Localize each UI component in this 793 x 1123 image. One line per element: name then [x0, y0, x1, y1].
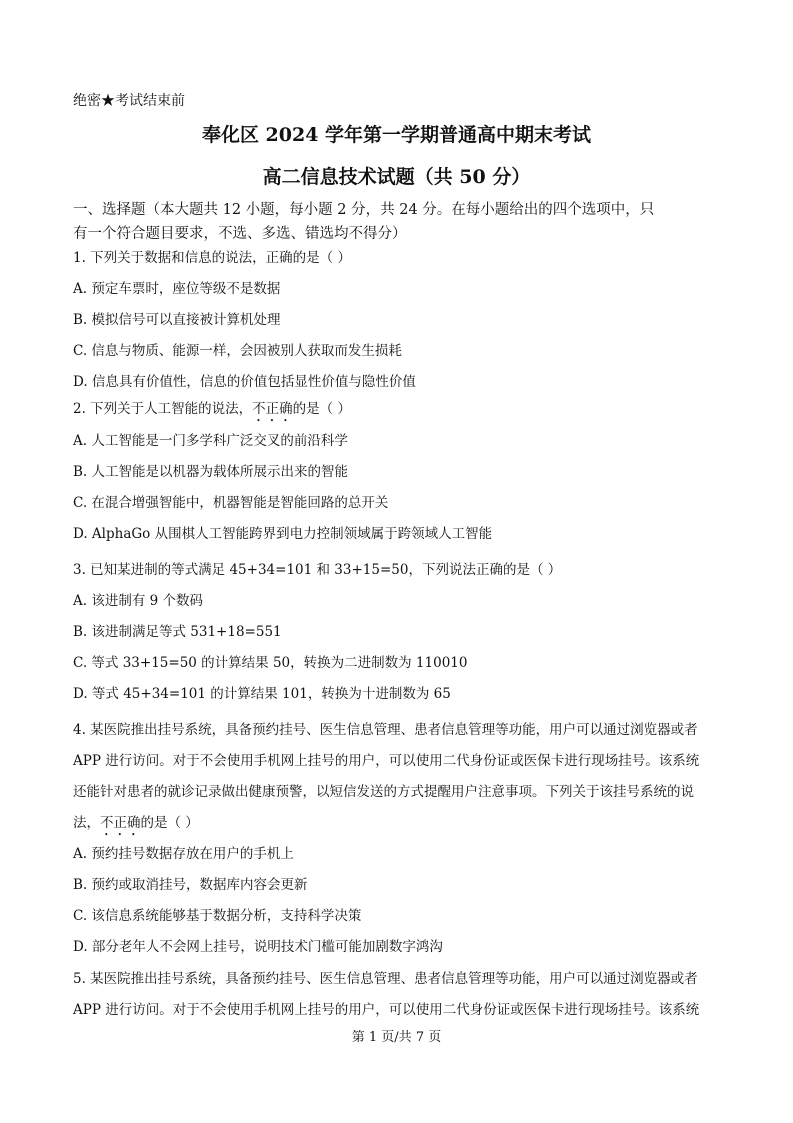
option-c: C. 该信息系统能够基于数据分析，支持科学决策: [73, 908, 362, 924]
option-a: A. 人工智能是一门多学科广泛交叉的前沿科学: [73, 433, 348, 449]
page-number: 第 1 页/共 7 页: [351, 1030, 442, 1045]
question-stem-line: APP 进行访问。对于不会使用手机网上挂号的用户，可以使用二代身份证或医保卡进行现场挂号。该系统: [73, 1002, 700, 1018]
confidential-mark: 绝密★考试结束前: [73, 93, 185, 109]
question-stem: 2. 下列关于人工智能的说法，不正确的是（ ）: [73, 401, 351, 417]
exam-subtitle: 高二信息技术试题（共 50 分）: [262, 166, 531, 188]
option-a: A. 预约挂号数据存放在用户的手机上: [73, 846, 294, 862]
option-b: B. 预约或取消挂号，数据库内容会更新: [73, 877, 308, 893]
question-stem: 3. 已知某进制的等式满足 45+34=101 和 33+15=50，下列说法正确的是（ ）: [73, 562, 562, 578]
emphasis-text: 不正确: [252, 401, 293, 417]
question-stem-line: 5. 某医院推出挂号系统，具备预约挂号、医生信息管理、患者信息管理等功能，用户可以通过浏览器或者: [73, 971, 698, 987]
exam-title: 奉化区 2024 学年第一学期普通高中期末考试: [201, 124, 592, 146]
option-c: C. 在混合增强智能中，机器智能是智能回路的总开关: [73, 495, 389, 511]
option-b: B. 人工智能是以机器为载体所展示出来的智能: [73, 464, 349, 480]
question-stem: 1. 下列关于数据和信息的说法，正确的是（ ）: [73, 250, 351, 266]
question-5: [73, 964, 728, 1026]
option-a: A. 预定车票时，座位等级不是数据: [73, 281, 281, 297]
question-stem-line: 法，不正确的是（ ）: [73, 815, 199, 831]
emphasis-text: 不正确: [100, 815, 141, 831]
question-stem-line: APP 进行访问。对于不会使用手机网上挂号的用户，可以使用二代身份证或医保卡进行现场挂号。该系统: [73, 753, 700, 769]
section-heading-line: 一、选择题（本大题共 12 小题，每小题 2 分，共 24 分。在每小题给出的四个选项中，只: [73, 202, 655, 218]
option-a: A. 该进制有 9 个数码: [73, 593, 204, 609]
option-d: D. 信息具有价值性，信息的价值包括显性价值与隐性价值: [73, 374, 416, 390]
question-4: [73, 715, 728, 963]
option-b: B. 模拟信号可以直接被计算机处理: [73, 312, 281, 328]
option-d: D. AlphaGo 从围棋人工智能跨界到电力控制领域属于跨领域人工智能: [73, 526, 493, 542]
question-stem-line: 4. 某医院推出挂号系统，具备预约挂号、医生信息管理、患者信息管理等功能，用户可以通过浏览器或者: [73, 722, 698, 738]
option-b: B. 该进制满足等式 531+18=551: [73, 624, 282, 640]
option-d: D. 等式 45+34=101 的计算结果 101，转换为十进制数为 65: [73, 686, 451, 702]
option-c: C. 等式 33+15=50 的计算结果 50，转换为二进制数为 110010: [73, 655, 468, 671]
section-heading-line: 有一个符合题目要求，不选、多选、错选均不得分）: [73, 226, 407, 242]
question-1: [73, 243, 728, 397]
option-d: D. 部分老年人不会网上挂号，说明技术门槛可能加剧数字鸿沟: [73, 939, 443, 955]
question-2: [73, 394, 728, 549]
option-c: C. 信息与物质、能源一样，会因被别人获取而发生损耗: [73, 343, 402, 359]
section-heading: [73, 198, 723, 246]
question-stem-line: 还能针对患者的就诊记录做出健康预警，以短信发送的方式提醒用户注意事项。下列关于该挂号系统的说: [73, 784, 694, 800]
question-3: [73, 555, 728, 709]
